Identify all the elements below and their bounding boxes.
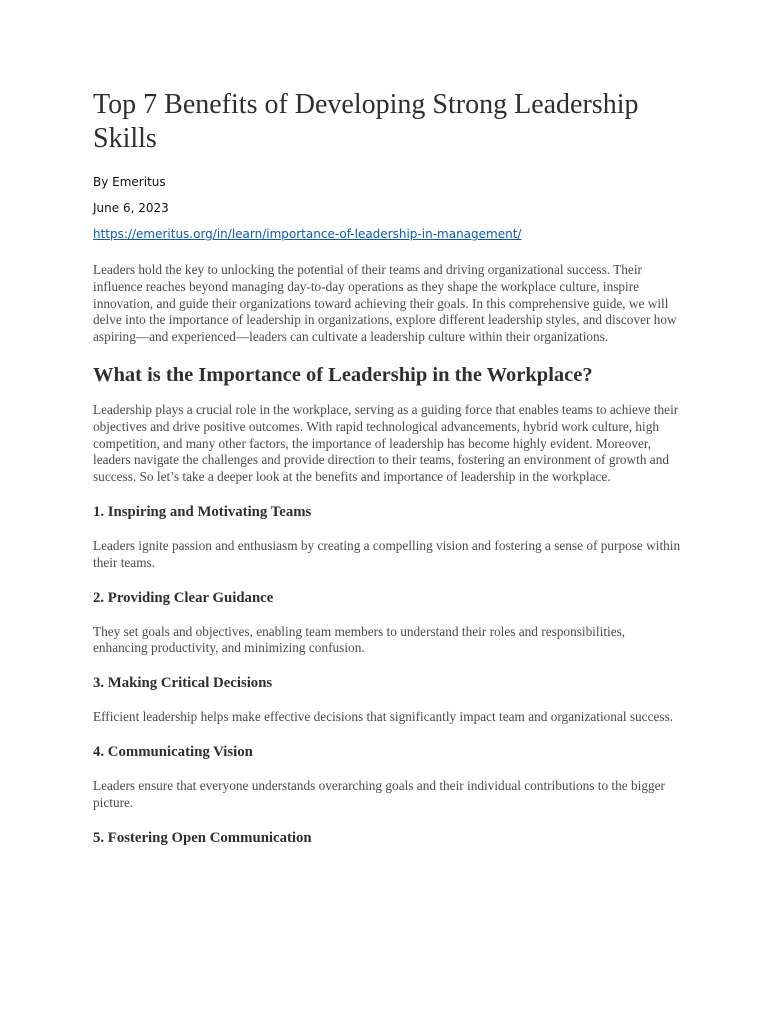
benefit-item-4 [93,742,683,812]
benefit-heading: 5. Fostering Open Communication [93,829,312,846]
benefit-item-2 [93,588,683,658]
benefit-item-5 [93,828,683,848]
intro-paragraph: Leaders hold the key to unlocking the potential of their teams and driving organizational success. Their influence reaches beyond managing day-to-day operations as they shape the workplace culture, inspire innovation, and guide their organizations toward achieving their goals. In this comprehensive guide, we will delve into the importance of leadership in organizations, explore different leadership styles, and discover how aspiring—and experienced—leaders can cultivate a leadership culture within their organizations. [93,262,677,345]
benefit-heading: 3. Making Critical Decisions [93,675,273,692]
document-page [93,88,683,848]
article-author: By Emeritus [93,175,166,189]
benefit-text: Efficient leadership helps make effective decisions that significantly impact team and organizational success. [93,709,674,725]
article-title: Top 7 Benefits of Developing Strong Leadership Skills [93,89,639,154]
article-date: June 6, 2023 [93,201,169,215]
section-paragraph: Leadership plays a crucial role in the workplace, serving as a guiding force that enables teams to achieve their objectives and drive positive outcomes. With rapid technological advancements, hybrid work culture, high competition, and many other factors, the importance of leadership has become highly evident. Moreover, leaders navigate the challenges and provide direction to their teams, fostering an environment of growth and success. So let’s take a deeper look at the benefits and importance of leadership in the workplace. [93,401,679,485]
benefit-text: Leaders ensure that everyone understands overarching goals and their individual contributions to the bigger picture. [93,777,665,810]
benefit-heading: 2. Providing Clear Guidance [93,589,274,606]
benefit-heading: 1. Inspiring and Motivating Teams [93,503,312,520]
section-heading: What is the Importance of Leadership in the Workplace? [93,363,593,386]
benefit-item-3 [93,673,683,726]
benefit-text: They set goals and objectives, enabling team members to understand their roles and responsibilities, enhancing productivity, and minimizing confusion. [93,623,626,656]
benefit-item-1 [93,502,683,572]
benefit-text: Leaders ignite passion and enthusiasm by creating a compelling vision and fostering a sense of purpose within their teams. [93,537,681,570]
article-source [93,226,683,242]
source-link[interactable]: https://emeritus.org/in/learn/importance-of-leadership-in-management/ [93,227,522,241]
benefit-heading: 4. Communicating Vision [93,743,253,760]
